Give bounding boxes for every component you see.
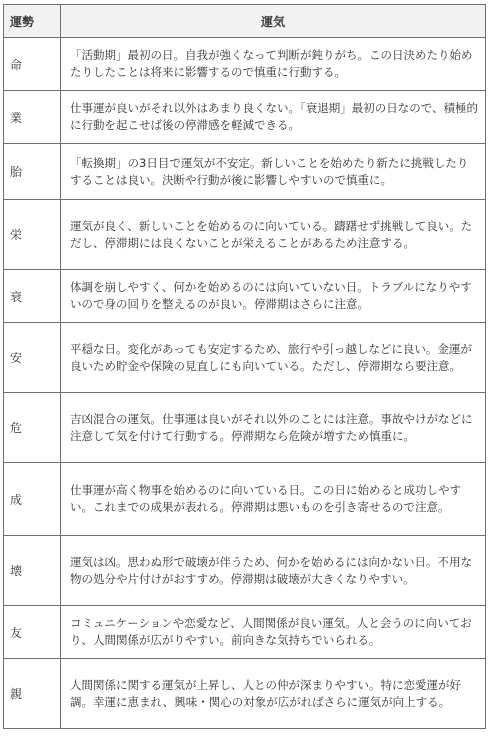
- table-row: [4, 393, 486, 463]
- fortune-description: 人間関係に関する運気が上昇し、人との仲が深まりやすい。特に恋愛運が好調。幸運に恵まれ、興味・関心の対象が広がればさらに運気が向上する。: [61, 659, 486, 729]
- table-row: [4, 536, 486, 606]
- fortune-name: 胎: [4, 144, 61, 200]
- table-row: [4, 323, 486, 393]
- table-row: [4, 38, 486, 91]
- header-fortune: 運勢: [4, 5, 61, 38]
- fortune-description: 平穏な日。変化があっても安定するため、旅行や引っ越しなどに良い。金運が良いため貯金や保険の見直しにも向いている。ただし、停滞期なら要注意。: [61, 323, 486, 393]
- fortune-name: 栄: [4, 200, 61, 270]
- fortune-description: 体調を崩しやすく、何かを始めるのには向いていない日。トラブルになりやすいので身の回りを整えるのが良い。停滞期はさらに注意。: [61, 270, 486, 323]
- fortune-description: 運気は凶。思わぬ形で破壊が伴うため、何かを始めるには向かない日。不用な物の処分や片付けがおすすめ。停滞期は破壊が大きくなりやすい。: [61, 536, 486, 606]
- fortune-name: 壊: [4, 536, 61, 606]
- fortune-name: 成: [4, 463, 61, 536]
- table-row: [4, 144, 486, 200]
- fortune-name: 業: [4, 91, 61, 144]
- header-luck: 運気: [61, 5, 486, 38]
- fortune-description: 「活動期」最初の日。自我が強くなって判断が鈍りがち。この日決めたり始めたりしたことは将来に影響するので慎重に行動する。: [61, 38, 486, 91]
- fortune-description: 運気が良く、新しいことを始めるのに向いている。躊躇せず挑戦して良い。ただし、停滞期には良くないことが栄えることがあるため注意する。: [61, 200, 486, 270]
- table-row: [4, 606, 486, 659]
- fortune-name: 親: [4, 659, 61, 729]
- table-row: [4, 270, 486, 323]
- fortune-name: 危: [4, 393, 61, 463]
- fortune-name: 友: [4, 606, 61, 659]
- fortune-name: 安: [4, 323, 61, 393]
- fortune-table-header: [4, 5, 486, 38]
- fortune-description: 仕事運が高く物事を始めるのに向いている日。この日に始めると成功しやすい。これまでの成果が表れる。停滞期は悪いものを引き寄せるので注意。: [61, 463, 486, 536]
- fortune-table-body: [4, 38, 486, 729]
- fortune-table: [3, 4, 486, 729]
- fortune-description: 吉凶混合の運気。仕事運は良いがそれ以外のことには注意。事故やけがなどに注意して気を付けて行動する。停滞期なら危険が増すため慎重に。: [61, 393, 486, 463]
- fortune-description: コミュニケーションや恋愛など、人間関係が良い運気。人と会うのに向いており、人間関係が広がりやすい。前向きな気持ちでいられる。: [61, 606, 486, 659]
- fortune-name: 衰: [4, 270, 61, 323]
- table-row: [4, 91, 486, 144]
- table-row: [4, 659, 486, 729]
- table-row: [4, 200, 486, 270]
- fortune-name: 命: [4, 38, 61, 91]
- table-row: [4, 463, 486, 536]
- fortune-description: 「転換期」の3日目で運気が不安定。新しいことを始めたり新たに挑戦したりすることは良い。決断や行動が後に影響しやすいので慎重に。: [61, 144, 486, 200]
- fortune-description: 仕事運が良いがそれ以外はあまり良くない。「衰退期」最初の日なので、積極的に行動を起こせば後の停滞感を軽減できる。: [61, 91, 486, 144]
- header-row: [4, 5, 486, 38]
